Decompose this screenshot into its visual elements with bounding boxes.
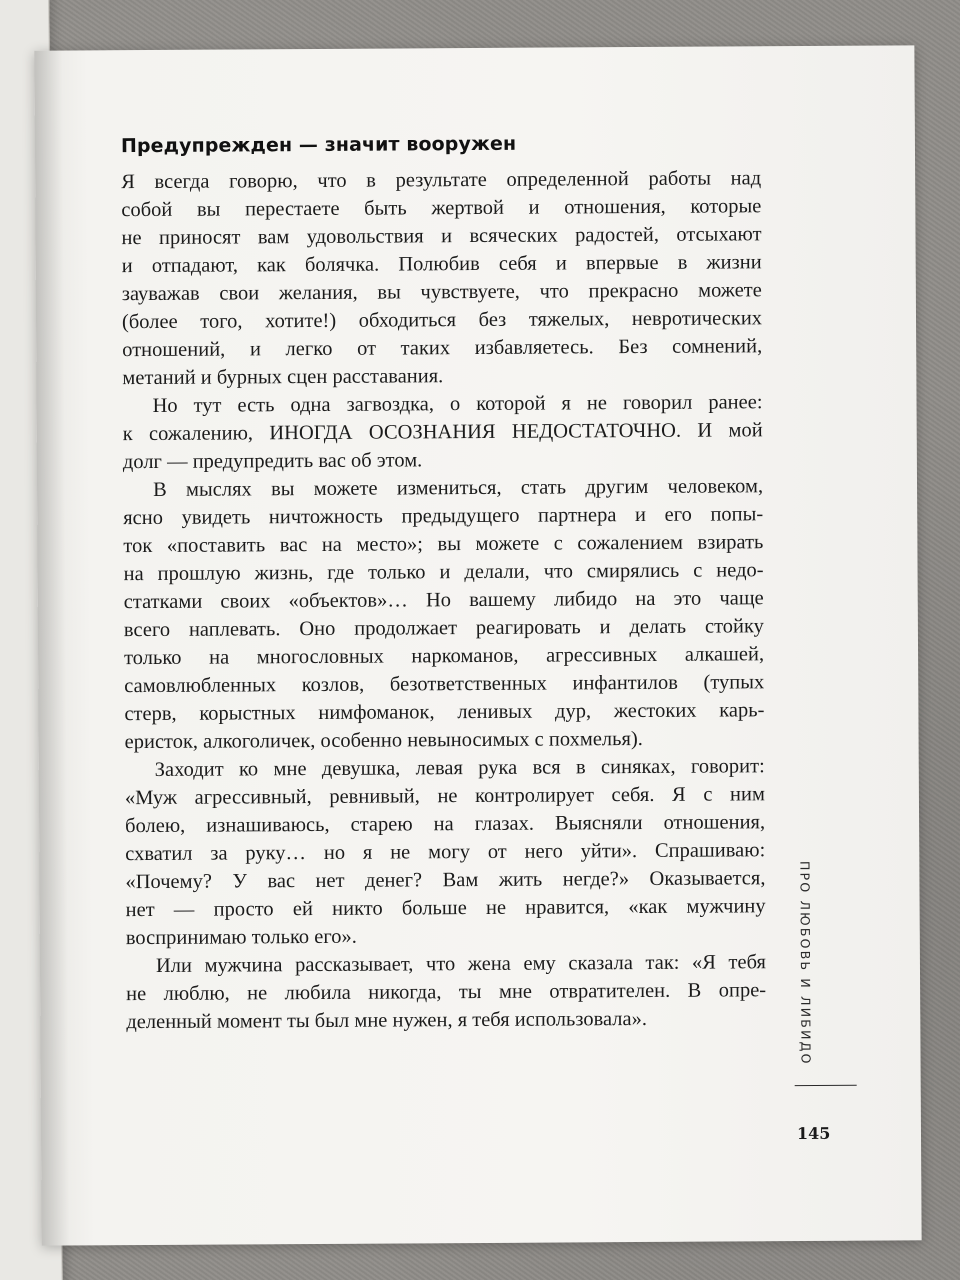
- text-line: Или мужчина рассказывает, что жена ему сказала так: «Я тебя: [155, 951, 767, 977]
- text-line: всего наплевать. Оно продолжает реагировать и делать стойку: [123, 615, 764, 642]
- text-line: на прошлую жизнь, где только и делали, что смирялись с недо-: [123, 559, 764, 586]
- paragraph: [125, 752, 766, 952]
- text-line: метаний и бурных сцен расставания.: [122, 365, 444, 390]
- page-content: [121, 128, 767, 1036]
- text-line: ясно увидеть ничтожность предыдущего партнера и его попы-: [123, 503, 764, 530]
- text-line: Но тут есть одна загвоздка, о которой я не говорил ранее:: [152, 391, 763, 417]
- text-line: самовлюбленных козлов, безответственных инфантилов (тупых: [124, 671, 765, 698]
- text-line: еристок, алкоголичек, особенно невыносимых с похмелья).: [124, 727, 643, 754]
- book-page: [34, 45, 921, 1245]
- paragraph: [126, 948, 767, 1036]
- section-heading: Предупрежден — значит вооружен: [120, 132, 517, 158]
- text-line: долг — предупредить вас об этом.: [122, 449, 423, 474]
- text-line: отношений, и легко от таких избавляетесь. Без сомнений,: [122, 335, 763, 362]
- section-side-tab: [797, 861, 826, 1081]
- text-line: «Почему? У вас нет денег? Вам жить негде?» Оказывается,: [125, 867, 766, 894]
- section-label: ПРО ЛЮБОВЬ И ЛИБИДО: [797, 860, 814, 1066]
- gutter-shadow: [34, 51, 69, 1246]
- text-line: нет — просто ей никто больше не нравится, «как мужчину: [125, 895, 766, 922]
- text-line: В мыслях вы можете измениться, стать другим человеком,: [152, 475, 764, 501]
- text-line: зауважав свои желания, вы чувствуете, что прекрасно можете: [121, 279, 762, 306]
- text-line: Я всегда говорю, что в результате определенной работы над: [121, 167, 762, 194]
- text-line: не люблю, не любила никогда, ты мне отвратителен. В опре-: [126, 979, 767, 1006]
- text-line: не приносят вам удовольствия и всяческих радостей, отсыхают: [121, 223, 762, 250]
- text-line: ток «поставить вас на место»; вы можете с сожалением взирать: [123, 531, 764, 558]
- text-line: и отпадают, как болячка. Полюбив себя и впервые в жизни: [121, 251, 762, 278]
- text-line: статками своих «объектов»… Но вашему либидо на это чаще: [123, 587, 764, 614]
- page-number: 145: [796, 1123, 831, 1144]
- text-line: стерв, корыстных нимфоманок, ленивых дур, жестоких карь-: [124, 699, 765, 726]
- text-line: собой вы перестаете быть жертвой и отношения, которые: [121, 195, 762, 222]
- section-rule: [795, 1085, 857, 1086]
- text-line: схватил за руку… но я не могу от него уйти». Спрашиваю:: [125, 839, 766, 866]
- text-line: Заходит ко мне девушка, левая рука вся в синяках, говорит:: [154, 755, 765, 781]
- text-line: к сожалению, ИНОГДА ОСОЗНАНИЯ НЕДОСТАТОЧНО. И мой: [122, 419, 763, 446]
- paragraph: [122, 388, 763, 476]
- text-line: деленный момент ты был мне нужен, я тебя использовала».: [126, 1007, 648, 1034]
- text-line: болею, изнашиваюсь, старею на глазах. Выясняли отношения,: [125, 811, 766, 838]
- paragraph: [123, 472, 765, 756]
- text-line: (более того, хотите!) обходиться без тяжелых, невротических: [121, 307, 763, 334]
- text-line: «Муж агрессивный, ревнивый, не контролирует себя. Я с ним: [124, 783, 765, 810]
- text-line: только на многословных наркоманов, агрессивных алкашей,: [124, 643, 765, 670]
- paragraph: [121, 164, 762, 392]
- text-line: воспринимаю только его».: [125, 925, 357, 950]
